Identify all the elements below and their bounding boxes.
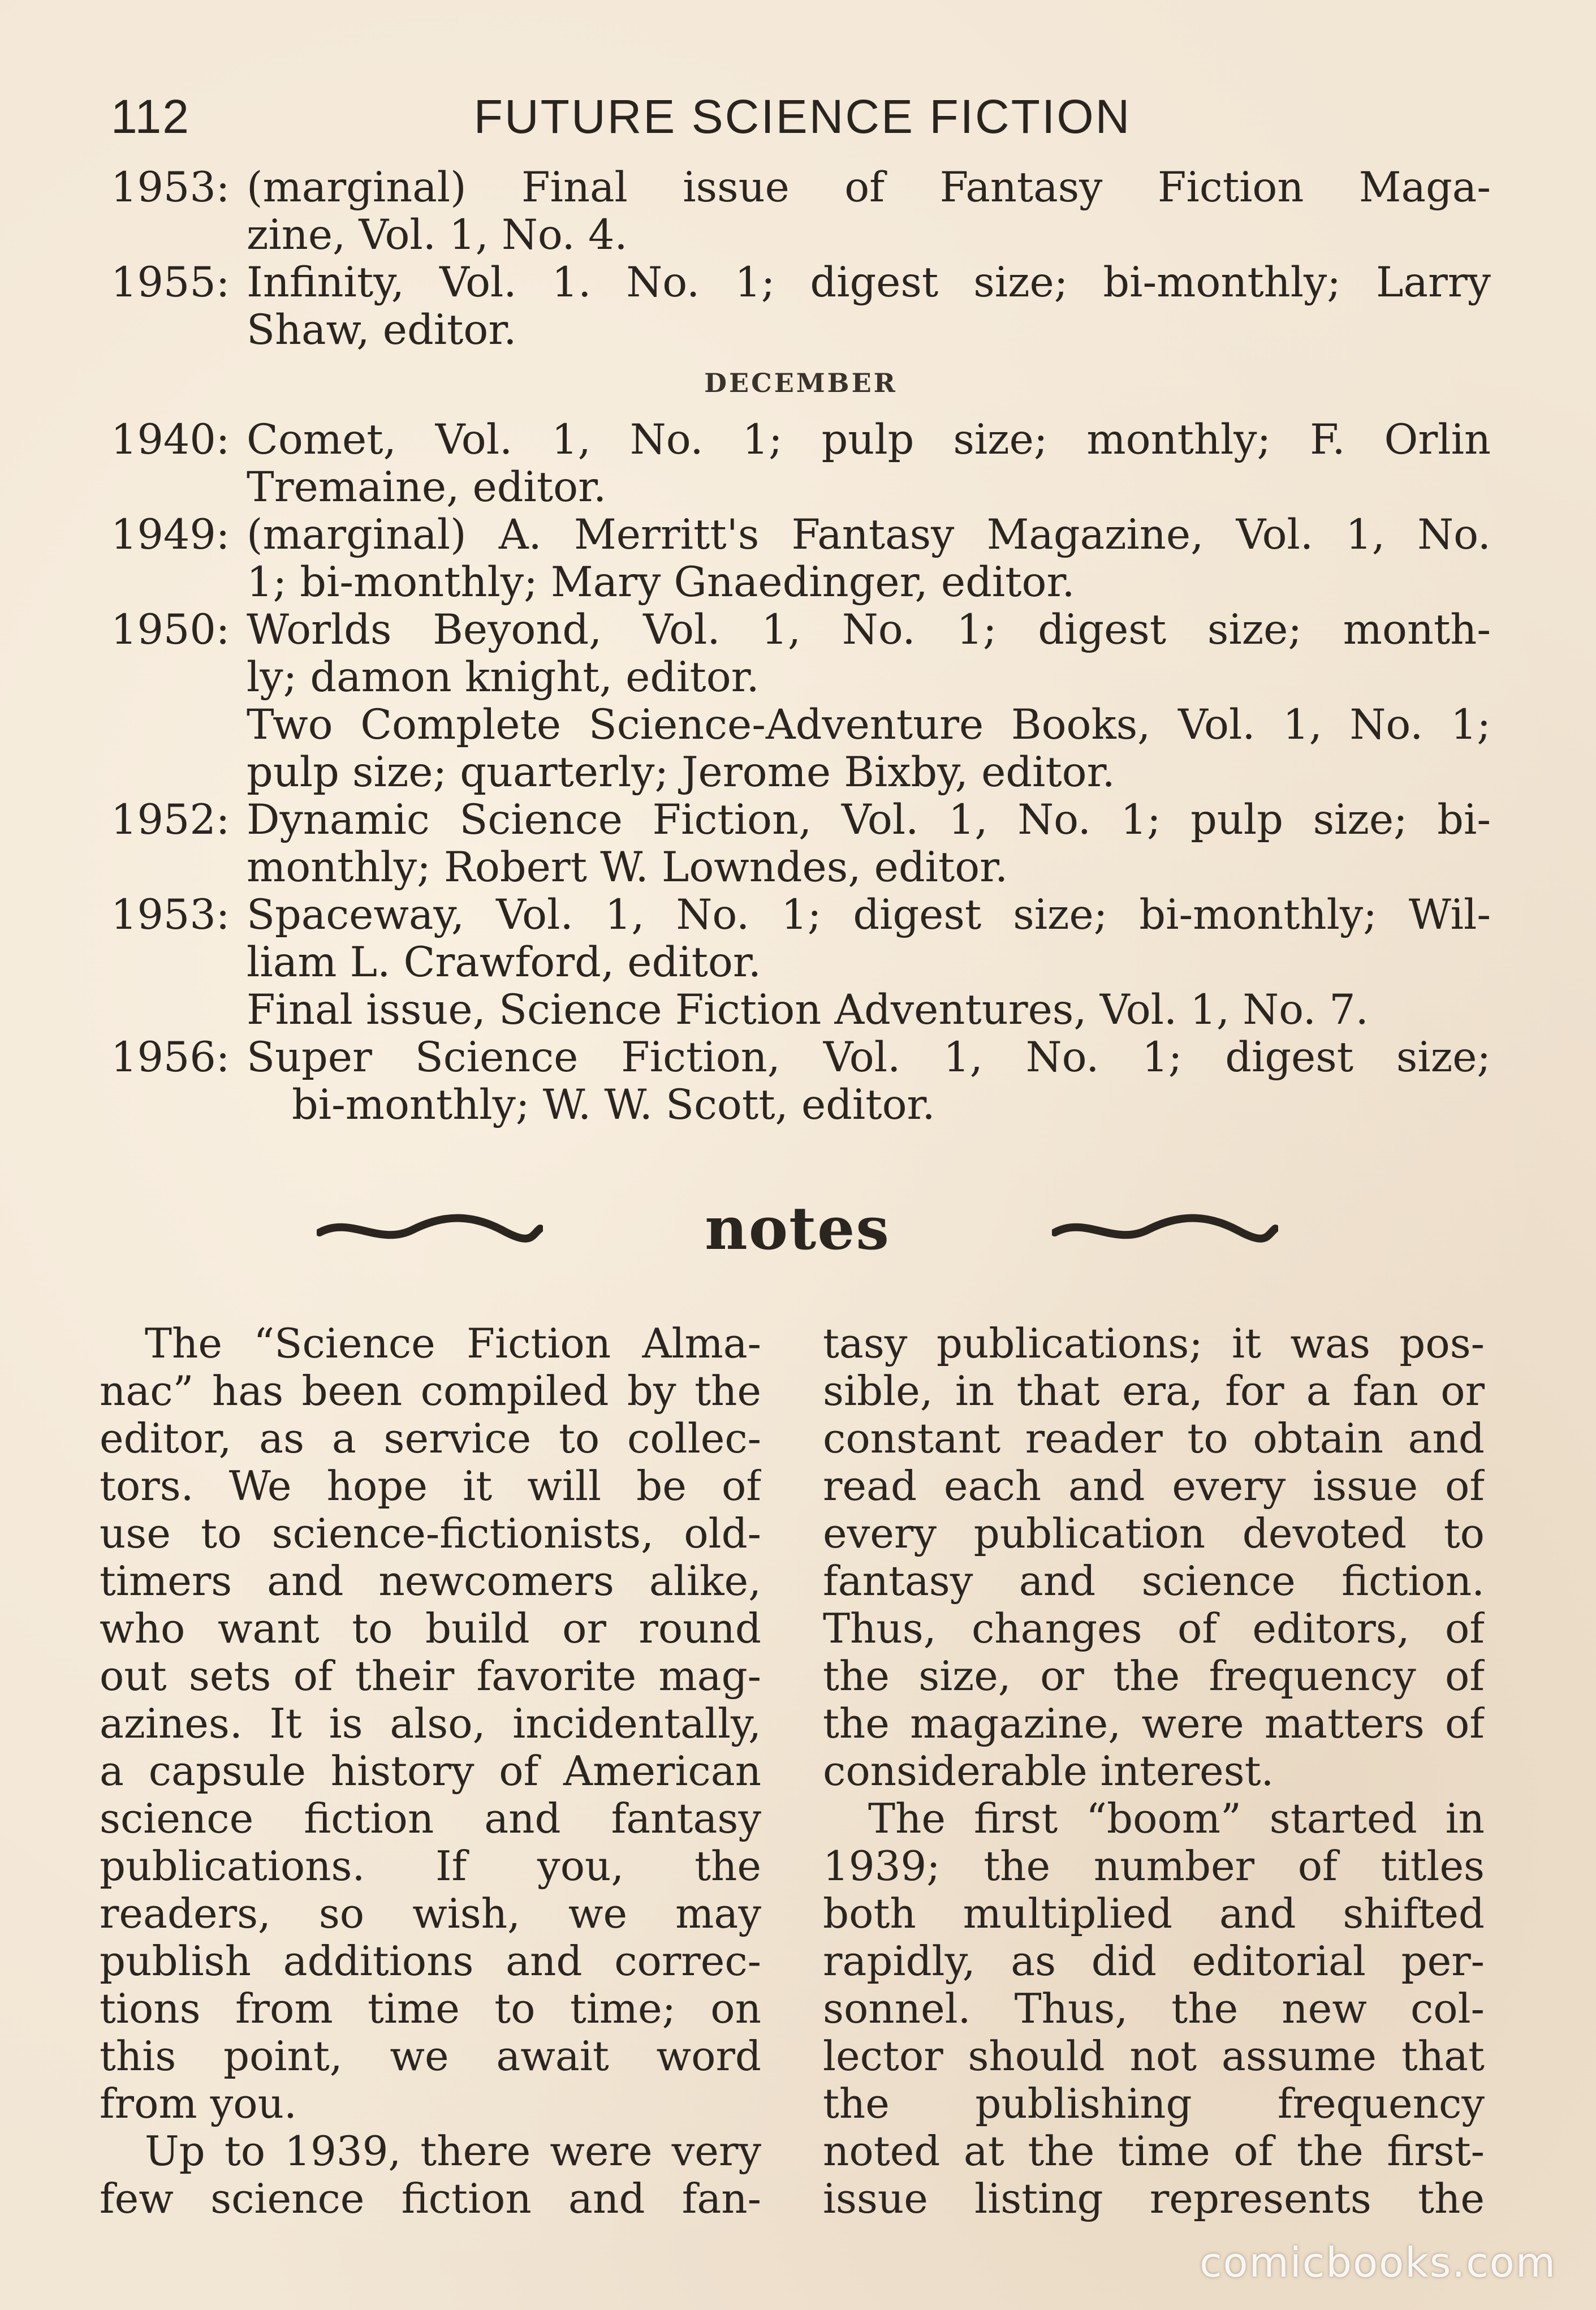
almanac-entry <box>111 891 1491 1034</box>
paragraph-line: issue listing represents the <box>823 2176 1485 2222</box>
paragraph-line: nac” has been compiled by the <box>100 1368 761 1415</box>
entry-year: 1953: <box>111 163 230 212</box>
almanac-entry <box>111 164 1491 259</box>
paragraph-line: timers and newcomers alike, <box>100 1558 761 1605</box>
entry-line: Shaw, editor. <box>247 307 517 354</box>
entry-year: 1952: <box>111 796 230 844</box>
entry-year: 1955: <box>111 258 230 307</box>
page-number: 112 <box>111 90 190 143</box>
entry-line: Two Complete Science-Adventure Books, Vol. 1, No. 1; <box>247 701 1491 749</box>
month-heading: DECEMBER <box>704 368 898 398</box>
entry-line: ly; damon knight, editor. <box>247 654 760 701</box>
paragraph-line: the size, or the frequency of <box>823 1653 1485 1700</box>
paragraph-line: The first “boom” started in <box>868 1796 1485 1842</box>
entry-line: (marginal) Final issue of Fantasy Fiction Maga- <box>247 164 1491 212</box>
almanac-entry <box>111 511 1491 606</box>
right-ornament-icon <box>1052 1213 1278 1247</box>
almanac-entry <box>111 606 1491 796</box>
entry-line: Infinity, Vol. 1. No. 1; digest size; bi-monthly; Larry <box>247 259 1491 307</box>
almanac-entry <box>111 416 1491 511</box>
entry-line: Super Science Fiction, Vol. 1, No. 1; digest size; <box>247 1034 1491 1081</box>
entry-line: Tremaine, editor. <box>247 464 607 511</box>
almanac-entry <box>111 1034 1491 1129</box>
paragraph-line: noted at the time of the first- <box>823 2128 1485 2175</box>
paragraph-line: publications. If you, the <box>100 1843 761 1890</box>
paragraph-line: read each and every issue of <box>823 1463 1485 1510</box>
paragraph-line: from you. <box>100 2081 297 2127</box>
entry-line: Spaceway, Vol. 1, No. 1; digest size; bi-monthly; Wil- <box>247 891 1491 939</box>
paragraph-line: tions from time to time; on <box>100 1986 761 2032</box>
notes-title: notes <box>705 1193 890 1263</box>
paragraph-line: few science fiction and fan- <box>100 2176 761 2222</box>
entry-line: Worlds Beyond, Vol. 1, No. 1; digest size; month- <box>247 606 1491 654</box>
paragraph-line: every publication devoted to <box>823 1511 1485 1557</box>
entry-line: monthly; Robert W. Lowndes, editor. <box>247 844 1008 891</box>
paragraph-line: this point, we await word <box>100 2033 761 2080</box>
notes-right-column <box>823 1321 1485 2223</box>
paragraph-line: azines. It is also, incidentally, <box>100 1701 761 1747</box>
entry-line: Comet, Vol. 1, No. 1; pulp size; monthly; F. Orlin <box>247 416 1491 464</box>
paragraph-line: both multiplied and shifted <box>823 1891 1485 1937</box>
paragraph-line: science fiction and fantasy <box>100 1796 761 1842</box>
notes-heading <box>317 1193 1278 1267</box>
page-header <box>111 89 1494 152</box>
paragraph-line: publish additions and correc- <box>100 1938 761 1985</box>
entry-line: 1; bi-monthly; Mary Gnaedinger, editor. <box>247 559 1075 606</box>
entry-line: liam L. Crawford, editor. <box>247 939 761 986</box>
entry-year: 1940: <box>111 416 230 464</box>
entry-line: zine, Vol. 1, No. 4. <box>247 212 628 259</box>
entry-line: Final issue, Science Fiction Adventures, Vol. 1, No. 7. <box>247 986 1369 1034</box>
entry-line: bi-monthly; W. W. Scott, editor. <box>292 1081 935 1129</box>
paragraph-line: who want to build or round <box>100 1606 761 1652</box>
paragraph-line: out sets of their favorite mag- <box>100 1653 761 1700</box>
paragraph-line: lector should not assume that <box>823 2033 1485 2080</box>
paragraph-line: the magazine, were matters of <box>823 1701 1485 1747</box>
paragraph-line: Thus, changes of editors, of <box>823 1606 1485 1652</box>
watermark: comicbooks.com <box>1199 2239 1556 2286</box>
running-title: FUTURE SCIENCE FICTION <box>473 90 1132 143</box>
paragraph-line: tors. We hope it will be of <box>100 1463 761 1510</box>
paragraph-line: the publishing frequency <box>823 2081 1485 2127</box>
almanac-entry <box>111 796 1491 891</box>
paragraph-line: sonnel. Thus, the new col- <box>823 1986 1485 2032</box>
entry-year: 1956: <box>111 1033 230 1081</box>
entry-line: Dynamic Science Fiction, Vol. 1, No. 1; pulp size; bi- <box>247 796 1491 844</box>
paragraph-line: editor, as a service to collec- <box>100 1416 761 1462</box>
paragraph-line: considerable interest. <box>823 1748 1274 1795</box>
almanac-listing <box>111 164 1491 1129</box>
entry-year: 1953: <box>111 891 230 939</box>
paragraph-line: readers, so wish, we may <box>100 1891 761 1937</box>
paragraph-line: fantasy and science fiction. <box>823 1558 1485 1605</box>
paragraph-line: The “Science Fiction Alma- <box>145 1321 761 1367</box>
paragraph-line: rapidly, as did editorial per- <box>823 1938 1485 1985</box>
entry-line: pulp size; quarterly; Jerome Bixby, editor. <box>247 749 1115 796</box>
paragraph-line: 1939; the number of titles <box>823 1843 1485 1890</box>
entry-line: (marginal) A. Merritt's Fantasy Magazine, Vol. 1, No. <box>247 511 1491 559</box>
paragraph-line: a capsule history of American <box>100 1748 761 1795</box>
paragraph-line: tasy publications; it was pos- <box>823 1321 1485 1367</box>
paragraph-line: use to science-fictionists, old- <box>100 1511 761 1557</box>
paragraph-line: sible, in that era, for a fan or <box>823 1368 1485 1415</box>
paragraph-line: Up to 1939, there were very <box>145 2128 761 2175</box>
notes-left-column <box>100 1321 761 2223</box>
entry-year: 1950: <box>111 606 230 654</box>
entry-year: 1949: <box>111 511 230 559</box>
almanac-entry <box>111 259 1491 354</box>
paragraph-line: constant reader to obtain and <box>823 1416 1485 1462</box>
